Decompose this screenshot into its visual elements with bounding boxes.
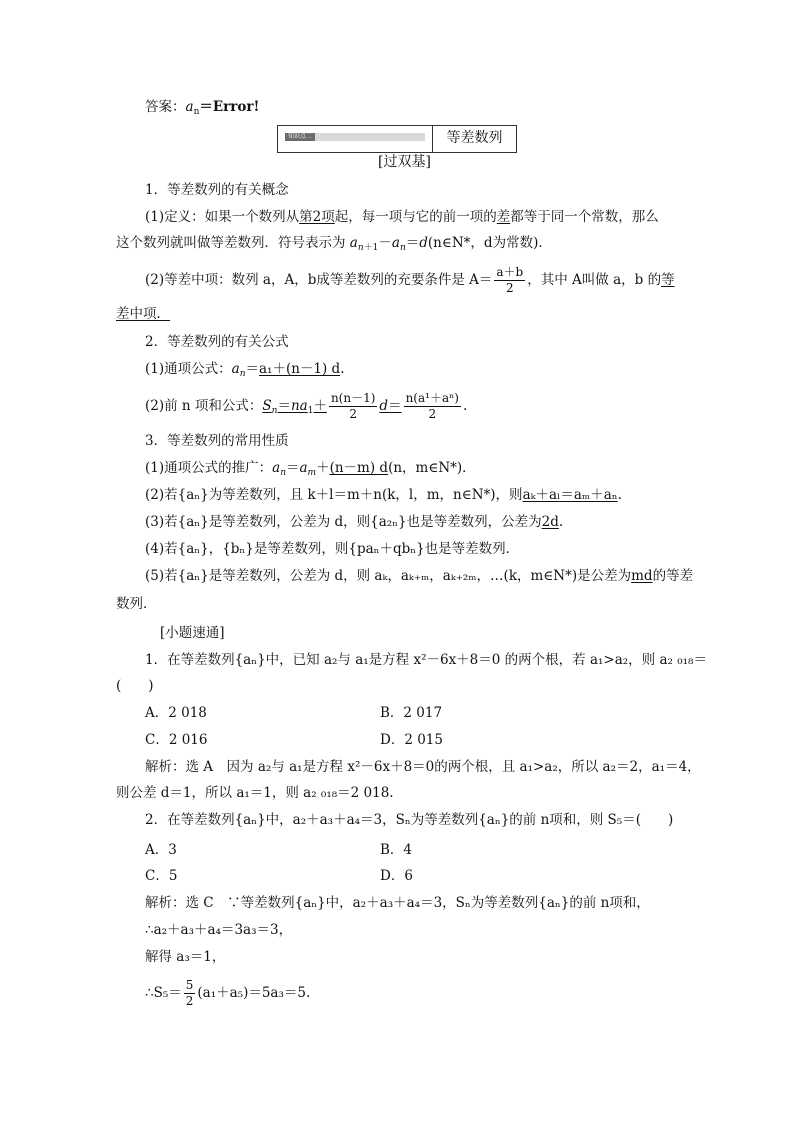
knowledge-tag-bar bbox=[285, 133, 425, 141]
def-formula: $a_{n+1}-a_n=d$ bbox=[349, 235, 428, 253]
p5-a: (5)若{aₙ}是等差数列，公差为 d，则 aₖ，aₖ₊ₘ，aₖ₊₂ₘ，…(k，m∈N*)是公差为 bbox=[145, 568, 632, 584]
s1-middle-term bbox=[145, 265, 675, 296]
sum-frac-1 bbox=[329, 391, 377, 422]
s1-middle-term-line2 bbox=[116, 305, 170, 323]
s1-heading: 1．等差数列的有关概念 bbox=[145, 182, 289, 198]
f2-num1: n(n－1) bbox=[330, 391, 376, 405]
def-e: 都等于同一个常数，那么 bbox=[510, 209, 659, 225]
mid-b: ，其中 A叫做 a，b 的 bbox=[527, 272, 662, 288]
q2-sol-d-a: ∴S₅＝ bbox=[145, 985, 182, 1001]
s3-property-1: (1)通项公式的推广：$a_n=a_m+(n-m)$ d(n，m∈N*)． bbox=[145, 460, 476, 478]
def-b: 第2项 bbox=[299, 209, 335, 225]
quick-title: [小题速通] bbox=[160, 625, 225, 641]
def-tail: (n∈N*，d为常数)． bbox=[427, 235, 552, 251]
s3-property-5-line2: 数列． bbox=[116, 596, 157, 612]
q1-option-c: C．2 016 bbox=[145, 732, 208, 748]
answer-sub: n bbox=[193, 107, 200, 117]
def-line2: 这个数列就叫做等差数列．符号表示为 bbox=[116, 235, 346, 251]
answer-label: 答案： bbox=[145, 99, 186, 115]
s2-heading: 2．等差数列的有关公式 bbox=[145, 334, 289, 350]
p2-a: (2)若{aₙ}为等差数列，且 k＋l＝m＋n(k，l，m，n∈N*)，则 bbox=[145, 487, 523, 503]
s1-definition-line2 bbox=[116, 234, 552, 252]
s2-general-term: (1)通项公式：$a_n=a_1+(n-1)$ d. bbox=[145, 361, 345, 379]
answer-var: a bbox=[185, 99, 194, 115]
knowledge-tag: 知识点二 bbox=[285, 133, 315, 141]
q2-solution-line4 bbox=[145, 978, 310, 1009]
p5-ul: md bbox=[631, 568, 653, 584]
q1-paren: ( ) bbox=[116, 678, 154, 694]
s1-definition bbox=[145, 208, 659, 226]
s3-property-3: (3)若{aₙ}是等差数列，公差为 d，则{a₂ₙ}也是等差数列，公差为2d. bbox=[145, 514, 564, 530]
sum-frac-2 bbox=[404, 391, 461, 422]
s3-property-2: (2)若{aₙ}为等差数列，且 k＋l＝m＋n(k，l，m，n∈N*)，则aₖ＋aₗ＝aₘ＋aₙ. bbox=[145, 487, 622, 503]
q2-sol-d-b: (a₁＋a₅)＝5a₃＝5. bbox=[197, 985, 311, 1001]
q2-option-a: A．3 bbox=[145, 842, 177, 858]
q1-solution-line2: 则公差 d＝1，所以 a₁＝1，则 a₂ ₀₁₈＝2 018. bbox=[116, 785, 394, 801]
f2-den2: 2 bbox=[428, 407, 437, 421]
f2-label: (2)前 n 项和公式： bbox=[145, 398, 263, 414]
q2-den: 2 bbox=[185, 994, 194, 1008]
p3-a: (3)若{aₙ}是等差数列，公差为 d，则{a₂ₙ}也是等差数列，公差为 bbox=[145, 514, 542, 530]
def-c: 起，每一项与它的前一项的 bbox=[334, 209, 497, 225]
q2-solution-line2: ∴a₂＋a₃＋a₄＝3a₃＝3， bbox=[145, 922, 293, 938]
f2-den1: 2 bbox=[349, 407, 357, 421]
section-title: [过双基] bbox=[378, 154, 431, 170]
p1: (1)通项公式的推广： bbox=[145, 460, 273, 476]
mid-den: 2 bbox=[506, 281, 514, 295]
knowledge-box-title: 等差数列 bbox=[446, 130, 503, 146]
q1-option-b: B．2 017 bbox=[380, 705, 443, 721]
knowledge-box bbox=[277, 125, 517, 153]
mid-line2: 差中项． bbox=[116, 306, 170, 322]
q2-solution: 解析：选 C ∵等差数列{aₙ}中，a₂＋a₃＋a₄＝3，Sₙ为等差数列{aₙ}的前 n项和， bbox=[145, 895, 650, 911]
def-d: 差 bbox=[496, 209, 511, 225]
q2-option-c: C．5 bbox=[145, 868, 178, 884]
q2-solution-line3: 解得 a₃＝1， bbox=[145, 949, 226, 965]
knowledge-box-left bbox=[278, 126, 433, 152]
mid-c: 等 bbox=[661, 272, 675, 288]
f2-num2: n(a¹＋aⁿ) bbox=[405, 391, 459, 405]
mid-a: (2)等差中项：数列 a，A，b成等差数列的充要条件是 A＝ bbox=[145, 272, 493, 288]
def-a: (1)定义：如果一个数列从 bbox=[145, 209, 300, 225]
mid-fraction bbox=[494, 265, 525, 296]
s2-sum-formula: (2)前 n 项和公式：$S_n=na_1+$ $\frac{n(n-1)}{2}$ d＝ $\frac{\text{n(a¹＋aⁿ)}}{2}$ . bbox=[145, 391, 468, 421]
f1-rhs: a₁＋(n－1) d bbox=[258, 361, 341, 377]
answer-value: ＝Error! bbox=[199, 99, 260, 115]
f1-label: (1)通项公式： bbox=[145, 361, 232, 377]
s3-property-4: (4)若{aₙ}，{bₙ}是等差数列，则{paₙ＋qbₙ}也是等差数列． bbox=[145, 541, 520, 557]
p3-ul: 2d bbox=[541, 514, 559, 530]
q2-option-b: B．4 bbox=[380, 842, 413, 858]
q1-option-d: D．2 015 bbox=[380, 732, 443, 748]
q1-option-a: A．2 018 bbox=[145, 705, 207, 721]
mid-num: a＋b bbox=[496, 265, 524, 279]
q2-fraction bbox=[184, 978, 196, 1009]
q2-stem: 2．在等差数列{aₙ}中，a₂＋a₃＋a₄＝3，Sₙ为等差数列{aₙ}的前 n项和，则 S₅＝( ) bbox=[145, 812, 674, 828]
p5-b: 的等差 bbox=[652, 568, 694, 584]
p1-tail: (n，m∈N*)． bbox=[388, 460, 476, 476]
p2-ul: aₖ＋aₗ＝aₘ＋aₙ bbox=[522, 487, 618, 503]
q1-stem: 1．在等差数列{aₙ}中，已知 a₂与 a₁是方程 x²－6x＋8＝0 的两个根，若 a₁>a₂，则 a₂ ₀₁₈＝ bbox=[145, 652, 707, 668]
q1-solution: 解析：选 A 因为 a₂与 a₁是方程 x²－6x＋8＝0的两个根，且 a₁>a₂，所以 a₂＝2，a₁＝4， bbox=[145, 759, 701, 775]
s3-property-5 bbox=[145, 567, 693, 585]
s3-heading: 3．等差数列的常用性质 bbox=[145, 433, 289, 449]
answer-line bbox=[145, 98, 259, 116]
q2-option-d: D．6 bbox=[380, 868, 413, 884]
q2-num: 5 bbox=[185, 978, 194, 992]
p1-ul: (n－m) d bbox=[329, 460, 389, 476]
